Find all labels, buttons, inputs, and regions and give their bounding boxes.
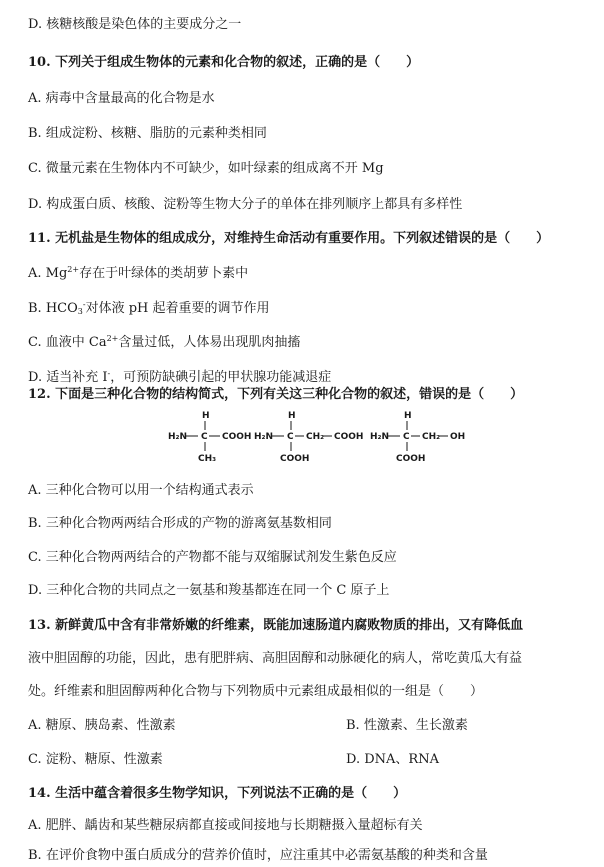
option-11a: A. $Mg^{2+}$存在于叶绿体的类胡萝卜素中: [28, 265, 249, 281]
option-row-13cd: [28, 751, 596, 769]
option-row-13ab: [28, 717, 596, 735]
option-13d: D. DNA、RNA: [346, 752, 439, 767]
question-13-line-1: 13. 新鲜黄瓜中含有非常娇嫩的纤维素，既能加速肠道内腐败物质的排出，又有降低血: [28, 618, 524, 633]
question-13-line-2: 液中胆固醇的功能，因此，患有肥胖病、高胆固醇和动脉硬化的病人，常吃黄瓜大有益: [28, 651, 523, 666]
question-12: 12. 下面是三种化合物的结构简式，下列有关这三种化合物的叙述，错误的是（ ）: [28, 387, 524, 402]
option-11c: C. 血液中 $Ca^{2+}$含量过低，人体易出现肌肉抽搐: [28, 334, 301, 350]
option-14a: A. 肥胖、龋齿和某些糖尿病都直接或间接地与长期糖摄入量超标有关: [28, 818, 423, 833]
group-h2n: H₂N: [370, 432, 390, 442]
group-oh: OH: [450, 432, 466, 442]
group-h2n: H₂N: [168, 432, 188, 442]
option-13a: A. 糖原、胰岛素、性激素: [28, 718, 176, 733]
option-10a: A. 病毒中含量最高的化合物是水: [28, 91, 215, 106]
option-11d: D. 适当补充 I-，可预防缺碘引起的甲状腺功能减退症: [28, 369, 332, 385]
compound-1: [168, 411, 251, 464]
question-13-line-3: 处。纤维素和胆固醇两种化合物与下列物质中元素组成最相似的一组是（ ）: [28, 684, 484, 699]
group-h2n: H₂N: [254, 432, 274, 442]
option-14b: B. 在评价食物中蛋白质成分的营养价值时，应注重其中必需氨基酸的种类和含量: [28, 848, 488, 863]
question-11: 11. 无机盐是生物体的组成成分，对维持生命活动有重要作用。下列叙述错误的是（ ）: [28, 231, 550, 246]
group-ch2: CH₂: [422, 432, 441, 442]
option-13c: C. 淀粉、糖原、性激素: [28, 752, 163, 767]
atom-c: C: [287, 432, 294, 442]
option-13b: B. 性激素、生长激素: [346, 718, 468, 733]
group-ch3: CH₃: [198, 454, 217, 464]
group-cooh: COOH: [334, 432, 364, 442]
atom-c: C: [201, 432, 208, 442]
group-ch2: CH₂: [306, 432, 325, 442]
option-9d: D. 核糖核酸是染色体的主要成分之一: [28, 17, 242, 32]
compound-2: [254, 411, 363, 464]
question-14: 14. 生活中蕴含着很多生物学知识，下列说法不正确的是（ ）: [28, 786, 407, 801]
option-10c: C. 微量元素在生物体内不可缺少，如叶绿素的组成离不开 Mg: [28, 161, 384, 176]
group-cooh: COOH: [396, 454, 426, 464]
question-10: 10. 下列关于组成生物体的元素和化合物的叙述，正确的是（ ）: [28, 55, 420, 70]
atom-h: H: [288, 411, 296, 421]
option-10b: B. 组成淀粉、核糖、脂肪的元素种类相同: [28, 126, 267, 141]
compound-3: [370, 411, 465, 464]
option-12d: D. 三种化合物的共同点之一氨基和羧基都连在同一个 C 原子上: [28, 583, 390, 598]
atom-h: H: [404, 411, 412, 421]
chemical-structures: [160, 408, 480, 470]
group-cooh: COOH: [280, 454, 310, 464]
atom-h: H: [202, 411, 210, 421]
option-11b: B. $HCO_3^-$对体液 pH 起着重要的调节作用: [28, 300, 270, 316]
atom-c: C: [403, 432, 410, 442]
option-12a: A. 三种化合物可以用一个结构通式表示: [28, 483, 254, 498]
group-cooh: COOH: [222, 432, 252, 442]
option-10d: D. 构成蛋白质、核酸、淀粉等生物大分子的单体在排列顺序上都具有多样性: [28, 197, 463, 212]
option-12c: C. 三种化合物两两结合的产物都不能与双缩脲试剂发生紫色反应: [28, 550, 397, 565]
option-12b: B. 三种化合物两两结合形成的产物的游离氨基数相同: [28, 516, 332, 531]
